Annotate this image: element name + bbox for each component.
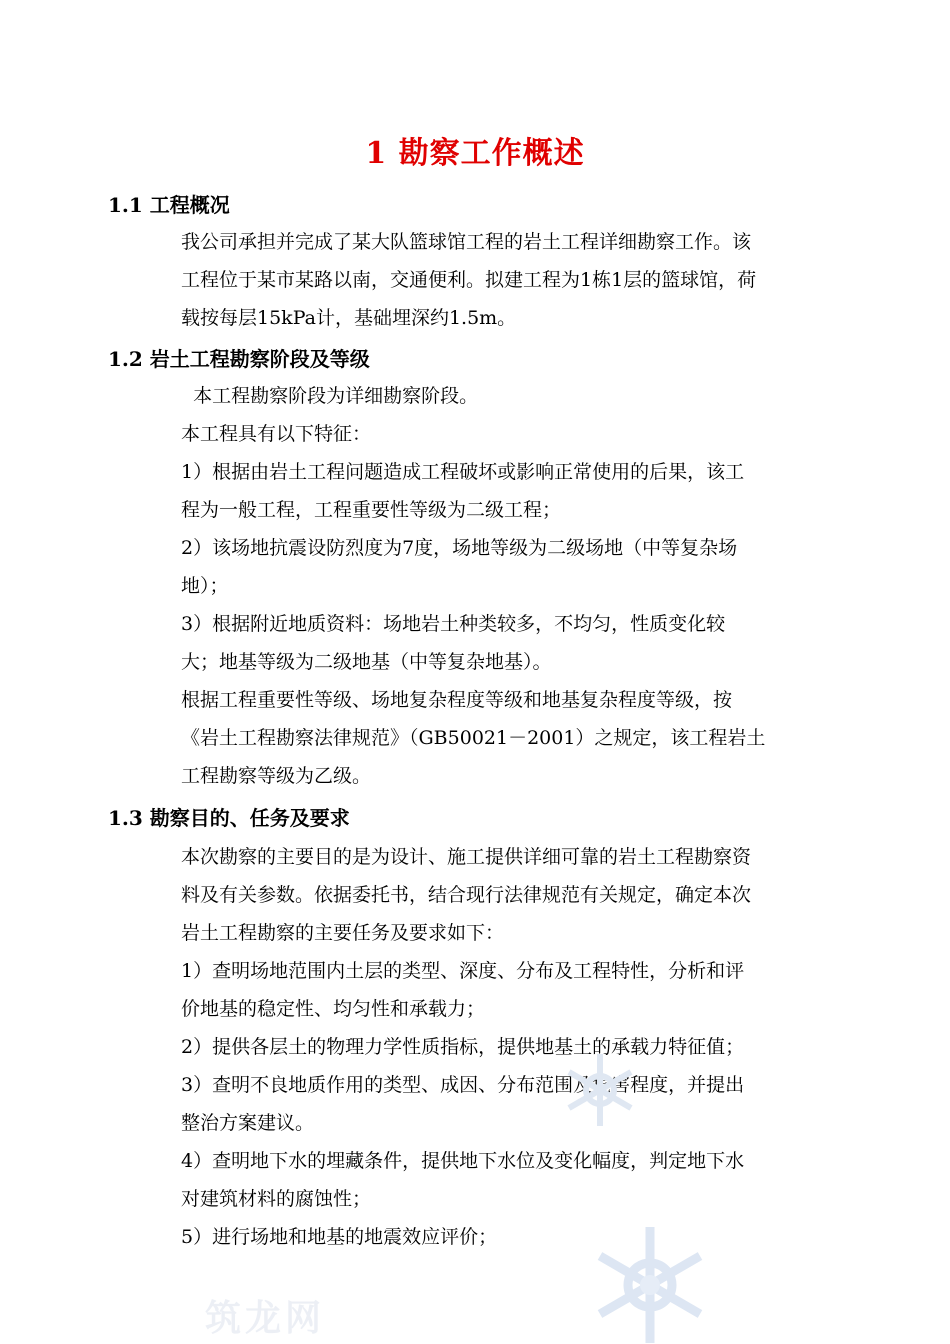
paragraph-line: 3）查明不良地质作用的类型、成因、分布范围及危害程度，并提出 [181,1074,745,1096]
watermark-snowflake-icon [560,1050,640,1130]
paragraph-line: 2）提供各层土的物理力学性质指标，提供地基土的承载力特征值； [181,1036,745,1058]
section-heading-1-3: 1.3 勘察目的、任务及要求 [108,806,350,830]
paragraph-line: 岩土工程勘察的主要任务及要求如下： [181,922,505,944]
section-heading-1-1: 1.1 工程概况 [108,193,230,217]
paragraph-line: 本工程具有以下特征： [181,423,372,445]
paragraph-line: 料及有关参数。依据委托书，结合现行法律规范有关规定，确定本次 [181,884,752,906]
paragraph-line: 根据工程重要性等级、场地复杂程度等级和地基复杂程度等级，按 [181,689,733,711]
section-body-1-3 [181,838,861,1256]
paragraph-line: 工程勘察等级为乙级。 [181,765,372,787]
section-body-1-1 [181,223,861,337]
paragraph-line: 载按每层15kPa计，基础埋深约1.5m。 [181,307,517,329]
paragraph-line: 《岩土工程勘察法律规范》（GB50021－2001）之规定，该工程岩土 [181,727,766,749]
paragraph-line: 工程位于某市某路以南，交通便利。拟建工程为1栋1层的篮球馆，荷 [181,269,757,291]
watermark-logo-icon [590,1225,710,1344]
section-body-1-2 [181,377,861,795]
paragraph-line: 2）该场地抗震设防烈度为7度，场地等级为二级场地（中等复杂场 [181,537,738,559]
paragraph-line: 价地基的稳定性、均匀性和承载力； [181,998,486,1020]
paragraph-line: 地）； [181,575,229,597]
paragraph-line: 4）查明地下水的埋藏条件，提供地下水位及变化幅度，判定地下水 [181,1150,745,1172]
section-heading-1-2: 1.2 岩土工程勘察阶段及等级 [108,347,370,371]
paragraph-line: 1）查明场地范围内土层的类型、深度、分布及工程特性，分析和评 [181,960,745,982]
paragraph-line: 3）根据附近地质资料：场地岩土种类较多，不均匀，性质变化较 [181,613,726,635]
watermark-text: 筑龙网 [205,1297,326,1339]
paragraph-line: 本工程勘察阶段为详细勘察阶段。 [181,385,479,407]
paragraph-line: 1）根据由岩土工程问题造成工程破坏或影响正常使用的后果，该工 [181,461,745,483]
page-title: 1 勘察工作概述 [365,136,585,171]
paragraph-line: 程为一般工程，工程重要性等级为二级工程； [181,499,562,521]
paragraph-line: 整治方案建议。 [181,1112,315,1134]
paragraph-line: 本次勘察的主要目的是为设计、施工提供详细可靠的岩土工程勘察资 [181,846,752,868]
paragraph-line: 大；地基等级为二级地基（中等复杂地基）。 [181,651,552,673]
paragraph-line: 对建筑材料的腐蚀性； [181,1188,372,1210]
paragraph-line: 我公司承担并完成了某大队篮球馆工程的岩土工程详细勘察工作。该 [181,231,752,253]
paragraph-line: 5）进行场地和地基的地震效应评价； [181,1226,498,1248]
